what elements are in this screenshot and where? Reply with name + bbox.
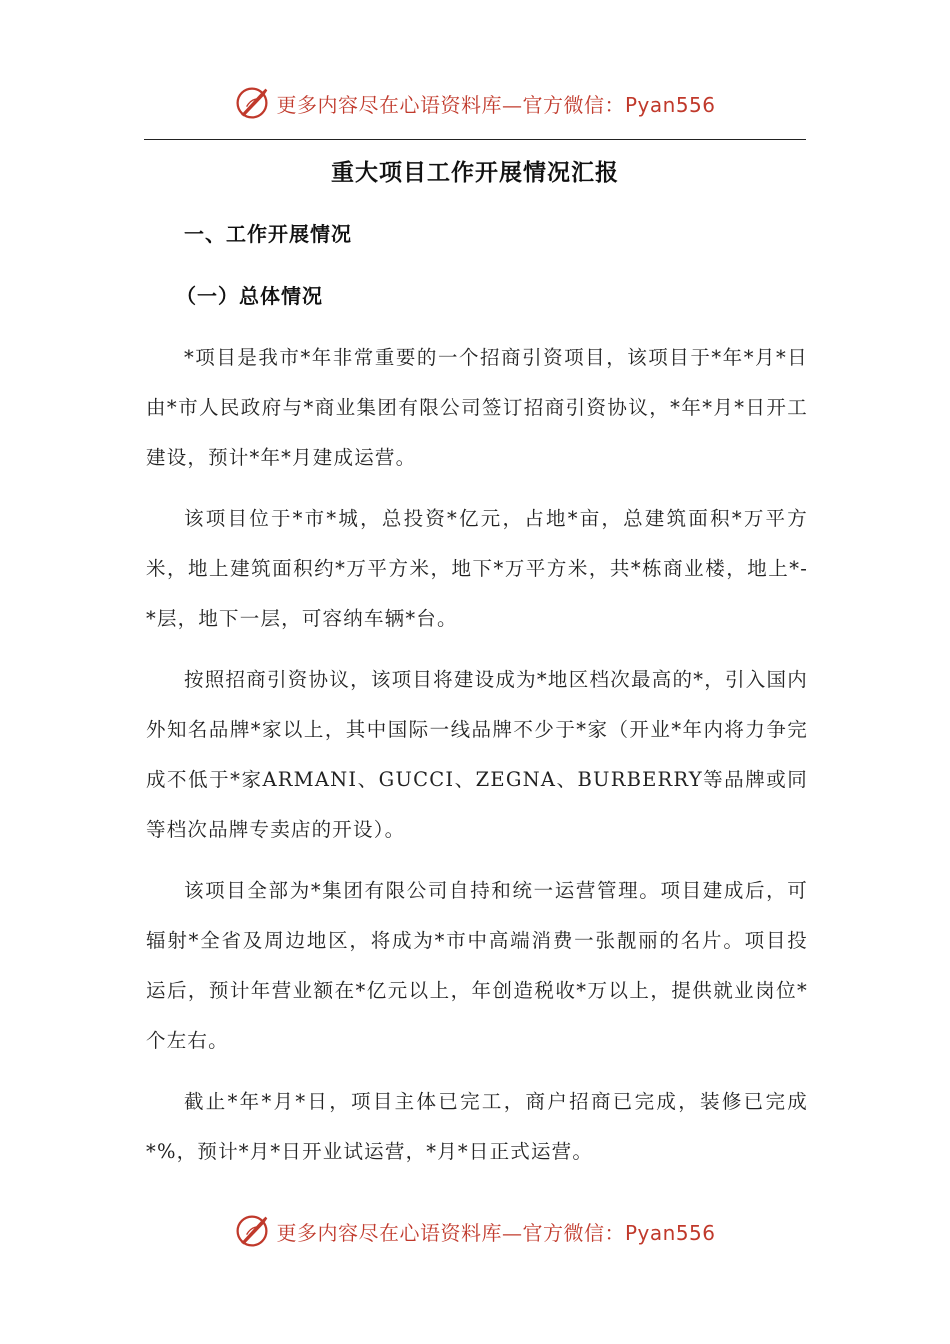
pen-logo-icon [234, 85, 270, 121]
paragraph-1: *项目是我市*年非常重要的一个招商引资项目，该项目于*年*月*日由*市人民政府与*商业集团有限公司签订招商引资协议，*年*月*日开工建设，预计*年*月建成运营。 [146, 346, 808, 469]
footer-banner [0, 1208, 950, 1254]
header-banner [0, 80, 950, 126]
subsection-heading: （一）总体情况 [176, 284, 323, 308]
pen-logo-icon [234, 1213, 270, 1249]
header-divider [144, 139, 806, 140]
paragraph-4: 该项目全部为*集团有限公司自持和统一运营管理。项目建成后，可辐射*全省及周边地区，将成为*市中高端消费一张靓丽的名片。项目投运后，预计年营业额在*亿元以上，年创造税收*万以上，提供就业岗位*个左右。 [146, 879, 808, 1052]
footer-banner-text: 更多内容尽在心语资料库—官方微信：Pyan556 [276, 1220, 716, 1245]
document-title: 重大项目工作开展情况汇报 [331, 160, 619, 186]
paragraph-5: 截止*年*月*日，项目主体已完工，商户招商已完成，装修已完成*%，预计*月*日开业试运营，*月*日正式运营。 [146, 1090, 808, 1163]
footer-wechat-id: Pyan556 [624, 1220, 716, 1245]
header-wechat-id: Pyan556 [624, 92, 716, 117]
section-heading: 一、工作开展情况 [184, 222, 352, 246]
header-banner-text: 更多内容尽在心语资料库—官方微信：Pyan556 [276, 92, 716, 117]
paragraph-2: 该项目位于*市*城，总投资*亿元，占地*亩，总建筑面积*万平方米，地上建筑面积约*万平方米，地下*万平方米，共*栋商业楼，地上*-*层，地下一层，可容纳车辆*台。 [146, 507, 808, 630]
paragraph-3: 按照招商引资协议，该项目将建设成为*地区档次最高的*，引入国内外知名品牌*家以上，其中国际一线品牌不少于*家（开业*年内将力争完成不低于*家ARMANI、GUCCI、ZEGNA、BURBERRY等品牌或同等档次品牌专卖店的开设）。 [146, 668, 808, 841]
